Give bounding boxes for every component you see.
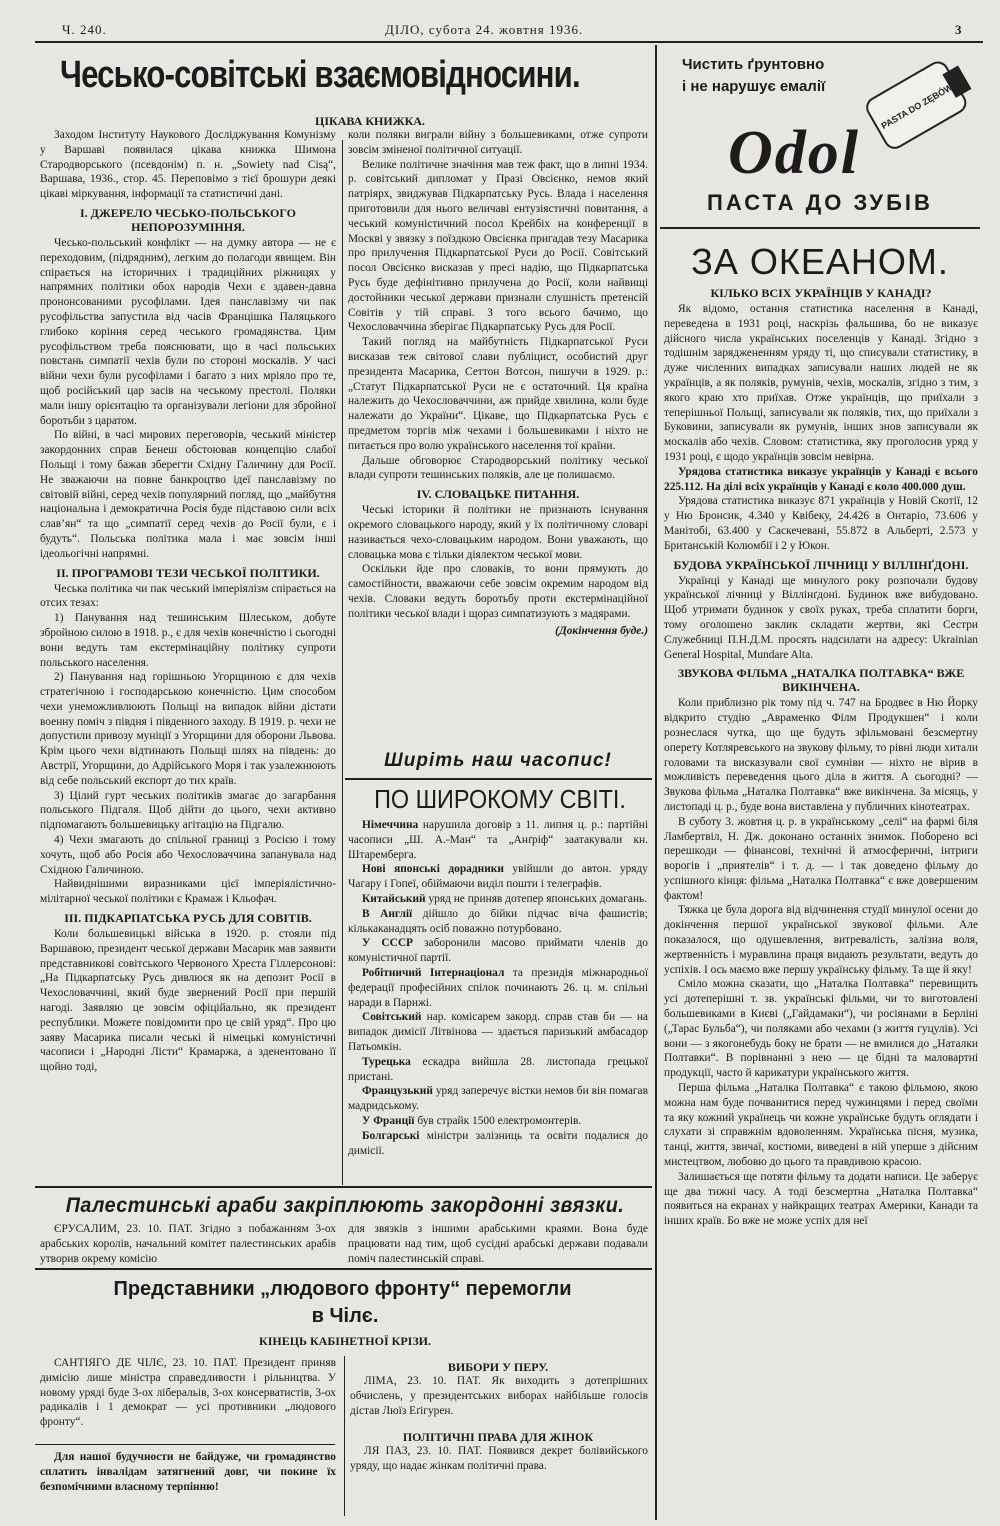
paragraph: В суботу 3. жовтня ц. р. в українському „селі“ на фармі біля Ламбертвіл, Н. Дж. доконано останніх знимок. Поборено всі перешкоди — фінансові, технічні й атмосферичні, інтриги ворогів і „приятелів“ і т. д. — і так доведено фільму до успішного кінця: фільма „Наталка Полтавка“ є вже довершеним фактом! <box>664 815 978 902</box>
rule-under-palestine <box>35 1268 652 1270</box>
women-title: ПОЛІТИЧНІ ПРАВА ДЛЯ ЖІНОК <box>402 1430 594 1444</box>
paragraph: Українці у Канаді ще минулого року розпочали будову української лічниці у Віллінґдоні. Будинок вже вибудовано. Щоб утримати будинок у своїх руках, треба сплатити борги, тому оголошено заклик складати жертви, які Сестри Служебниці П.Н.Д.М. просять надсилати на адресу: Ukrainian General Hospital, Mundare Alta. <box>664 574 978 661</box>
paragraph: Дальше обговорює Стародворський політику чеської влади супроти тешинських поляків, але це полишаємо. <box>348 454 648 482</box>
chile-title-line-2: в Чілє. <box>311 1305 379 1327</box>
ad-product-line: ПАСТА ДО ЗУБІВ <box>707 190 933 215</box>
women-text <box>350 1444 648 1490</box>
section-3-title: ІІІ. ПІДКАРПАТСЬКА РУСЬ ДЛЯ СОВІТІВ. <box>64 911 312 926</box>
world-news-item <box>348 862 648 892</box>
paragraph: 3) Цілий гурт чеських політиків змагає до загарбання польського Підгаля. Щоб дійти до цього, чехи активно підпомагають большевицьку агітацію на Підгалю. <box>40 789 336 832</box>
odol-ad <box>660 48 980 224</box>
header-rule <box>35 41 983 43</box>
world-news-item <box>348 1114 648 1129</box>
paragraph: Перша фільма „Наталка Полтавка“ є такою фільмою, якою можна нам буде почванитися перед чужинцями і перед своїми та яку кожний українець чи кожне українське будуть оглядати і слухати зі справжнім вдоволенням. Українська пісня, музика, танці, життя, звичаї, костюми, виведені в ній уперше з дійсним мистецтвом, любовю до цього та правдивою красою. <box>664 1082 978 1169</box>
paragraph: Коли приблизно рік тому під ч. 747 на Бродвеє в Ню Йорку відкрито студію „Авраменко Філм Продукшен“ і коли рознеслася чутка, що ще будуть зфільмовані безсмертну оперету Котляревського на звукову фільму, то рівні люди хитали головами та висказували свої сумніви — ніхто не вірив в можливість переведення цього діла в життя. А сьогодні? — Звукова фільма „Наталка Полтавка“ вже викінчена. За місяць, у листопаді ц. р., буде вона виставлена у публичних кінотеатрах. <box>664 697 978 813</box>
main-article-column-2 <box>348 128 648 743</box>
world-news-lead: Болгарські <box>362 1129 420 1142</box>
world-news-lead: В Англії <box>362 907 413 920</box>
world-news-text: нарушила договір з 11. липня ц. р.: партійні часописи „Ш. А.-Ман“ та „Анґріф“ заатакували кн. Штаремберга. <box>348 819 648 861</box>
world-news-item <box>348 966 648 1010</box>
ocean-column <box>664 286 978 1522</box>
world-news-lead: Турецька <box>362 1055 411 1068</box>
world-news-text: уряд заперечує вістки немов би він помагав мадридському. <box>348 1085 648 1113</box>
paragraph: Сміло можна сказати, що „Наталка Полтавка“ перевищить усі дотеперішні т. зв. українські фільми, чи то виготовлені большевиками в Києві („Гайдамаки“), чи росіянами в Берліні („Тарас Бульба“), чи поляками або чехами (з життя гуцулів). Усі вони — з якогонебудь боку не брати — не вмилися до „Наталки Полтавки“. В порівнанні з нею — це бідні та маловартні продукції, часто й карикатури українського життя. <box>664 978 978 1080</box>
header-page-number: 3 <box>955 22 962 37</box>
paragraph: для звязків з іншими арабськими краями. Вона буде працювати над тим, щоб сусідні арабські держави подавали поміч палестинській справі. <box>348 1223 648 1265</box>
paragraph: 1) Панування над тешинським Шлеськом, добуте збройною силою в 1918. р., є для чехів конечністю і сьогодні вони ведуть там екстермінаційну політику супроти польського населення. <box>40 612 336 669</box>
paragraph: Велике політичне значіння мав теж факт, що в липні 1934. р. совітський дипломат у Празі Овсієнко, немов який патріярх, звиджував Підкарпатську Русь. Влада і населення приготовили для нього величаві ентузіястичні повитання, а чеський комуністичний посол Крейбіх на конференції в Москві у звязку з поїздкою Овсієнка пригадав тезу Масарика про прилучення Підкарпатської Руси до Росії. Совітський посол Овсієнко висказав у пресі надію, що Підкарпатська Русь буде дефінітивно прилучена до Росії, коли найвищі достойники чеської держави признали слушність претенсій Совітів у тій справі. З того всього бачимо, що Чехословаччина зберігає Підкарпатську Русь для Росії. <box>348 158 648 334</box>
column-rule-1 <box>342 140 343 1185</box>
section-1-title: І. ДЖЕРЕЛО ЧЕСЬКО-ПОЛЬСЬКОГО НЕПОРОЗУМІННЯ. <box>79 205 297 234</box>
paragraph: Найвиднішими виразниками цієї імперіялістично-мілітарної чеської політики є Крамаж і Кльофач. <box>40 878 336 906</box>
palestine-title: Палестинські араби закріплюють закордонні звязки. <box>65 1194 625 1217</box>
rule-above-notice <box>35 1444 335 1445</box>
toothpaste-tube-icon <box>855 48 975 158</box>
notice-text <box>40 1450 336 1510</box>
paragraph: Чеські історики й політики не признають існування окремого словацького народу, який у їх політичному словарі називається чехо-словацьким народом. Вони уважають, що словацька мова є тільки діялектом чеської мови. <box>348 504 648 561</box>
world-news-text: увійшли до автон. уряду Чагару і Гопеї, обіймаючи виділ пошти і телеграфів. <box>348 863 648 891</box>
rule-under-ad <box>660 227 980 229</box>
chile-title-line-1: Представники „людового фронту“ перемогли <box>113 1278 572 1300</box>
tube-label: PASTA DO ZĘBÓW <box>879 81 955 132</box>
world-news-list <box>348 818 648 1186</box>
paragraph: ЄРУСАЛИМ, 23. 10. ПАТ. Згідно з побажанням 3-ох арабських королів, начальний комітет палестинських арабів утворив окрему комісію <box>40 1223 336 1265</box>
palestine-column-1 <box>40 1222 336 1268</box>
paragraph: Тяжка це була дорога від відчинення студії минулої осени до докінчення першої української звукової фільми. Але показалося, що одушевлення, витревалість, залізна воля, жертвенність і муравлина праця видають результати, ведуть до успіхів. І ось маємо вже першу українську фільму. Та ще й яку! <box>664 904 978 976</box>
world-news-item <box>348 907 648 937</box>
peru-text <box>350 1374 648 1420</box>
world-news-lead: Китайський <box>362 892 426 905</box>
world-news-text: був страйк 1500 електромонтерів. <box>414 1114 582 1127</box>
world-news-lead: У Франції <box>362 1114 415 1127</box>
continuation-note: (Докінчення буде.) <box>555 624 648 637</box>
paragraph: Для нашої будучности не байдуже, чи громадянство сплатить інвалідам затягнений довг, чи покине їх безпомічними власному терпінню! <box>40 1451 336 1493</box>
paragraph: Чеська політика чи пак чеський імперіялізм спірається на отсих тезах: <box>40 582 336 610</box>
paragraph: Чесько-польський конфлікт — на думку автора — не є переходовим, (підрядним), легким до полагоди явищем. Він спірається на історичних і традиційних ріжницях у напрямних політики обох народів Чехи є здавен-давна прононсованими русофілами. Ідея панславізму чи пак русофільства запустила від часів Францішка Паляцького глибоко коріння серед чеського громадянства. Цим русофільством треба пояснювати, що в часі польських повстань симпатії чехів були по стороні москалів. У часі війни чехи були русофілами і багато з них мріяло про те, щоб російський цар засів на чеському престолі. Поляки мали іншу орієнтацію та організували легіони для збройної боротьби з царатом. <box>40 236 336 427</box>
world-news-text: міністри залізниць та освіти подалися до димісії. <box>348 1129 648 1157</box>
world-news-lead: Французький <box>362 1085 433 1098</box>
paragraph: ЛІМА, 23. 10. ПАТ. Як виходить з дотепрішних обчислень, у президентських виборах найбільше голосів дістав Люїз Еґігурен. <box>350 1375 648 1417</box>
chile-text <box>40 1356 336 1442</box>
header-date-line: ДІЛО, субота 24. жовтня 1936. <box>385 22 584 37</box>
palestine-column-2 <box>348 1222 648 1268</box>
ad-line-2: і не нарушує емалії <box>682 78 826 95</box>
paragraph: САНТІЯГО ДЕ ЧІЛЄ, 23. 10. ПАТ. Президент приняв димісію лише міністра справедливости і рільництва. У новому уряді буде 3-ох ліберальів, 3-ох консерватистів, 3-ох радикалів і 1 демократ — усі противники „людового фронту“. <box>40 1357 336 1429</box>
paragraph: По війні, в часі мирових переговорів, чеський міністер закордонних справ Бенеш обстоював концепцію слабої Польщі і тому бажав зберегти Східну Галичину для Росії. Не зважаючи на повне банкроцтво ідеї панславізму по світовій війні, серед чехів популярний погляд, що „майбутня національна і демократична Росія буде підставою сили всіх слав’ян“ та що „симпатії серед чехів до Росії були, є і будуть“. Польська політика мала і має зовсім інші ідеольогічні напрямні. <box>40 429 336 560</box>
paragraph: Такий погляд на майбутність Підкарпатської Руси висказав теж світової слави публіцист, особистий друг президента Масарика, Сеттон Вотсон, пишучи в 1929. р.: „Статут Підкарпатської Руси не є остаточний. Ця країна належить до Чехословаччини, аж прийде хвилина, коли буде належати до України“. Цікаве, що Підкарпатська Русь є предметом торгів між чехами і большевиками і ніхто не питається про волю українського населення тої країни. <box>348 336 648 452</box>
promo-banner: Ширіть наш часопис! <box>384 750 612 771</box>
paragraph: коли поляки виграли війну з большевиками, отже супроти зовсім зміненої політичної ситуації. <box>348 129 648 156</box>
world-news-item <box>348 1010 648 1054</box>
column-rule-2 <box>655 45 657 1520</box>
header-page-part: Ч. 240. <box>62 22 107 37</box>
world-news-text: ескадра вийшла 28. листопада грецької пристані. <box>348 1055 648 1083</box>
bottom-column-rule <box>344 1356 345 1516</box>
ad-line-1: Чистить ґрунтовно <box>682 56 825 73</box>
chile-subtitle: КІНЕЦЬ КАБІНЕТНОЇ КРІЗИ. <box>259 1334 431 1348</box>
ocean-subtitle-2: БУДОВА УКРАЇНСЬКОЇ ЛІЧНИЦІ У ВІЛЛІНҐДОНІ. <box>673 557 969 572</box>
world-news-title: ПО ШИРОКОМУ СВІТІ. <box>374 784 626 814</box>
world-news-item <box>348 892 648 907</box>
paragraph: Урядова статистика виказує 871 українців у Новій Скотії, 12 у Ню Бронсик, 4.340 у Квібеку, 24.426 в Онтаріо, 73.606 у Манітобі, 63.400 у Саскечевані, 55.872 в Альберті, 2.573 у Британській Колюмбії і 2 у Юкон. <box>664 495 978 552</box>
paragraph: ЛЯ ПАЗ, 23. 10. ПАТ. Появився декрет болівийського уряду, що надає жінкам політичні права. <box>350 1445 648 1472</box>
world-news-item <box>348 936 648 966</box>
world-news-lead: Німеччина <box>362 819 419 831</box>
ocean-subtitle-3: ЗВУКОВА ФІЛЬМА „НАТАЛКА ПОЛТАВКА“ ВЖЕ ВИКІНЧЕНА. <box>677 666 965 695</box>
rule-under-main <box>35 1186 652 1188</box>
world-news-text: уряд не приняв дотепер японських домагань. <box>425 892 648 905</box>
odol-brand-logo: Odol <box>728 119 860 187</box>
world-news-text: заборонили масово приймати членів до комуністичної партії. <box>348 937 648 965</box>
paragraph: Залишається ще потяти фільму та додати написи. Це заберує ще два тижні часу. А тоді безсмертна „Наталка Полтавка“ появиться на екранах у найкращих театрах Америки, Канади та інших країв. Бо вже не може успіх для неї <box>664 1170 978 1228</box>
world-news-lead: У СССР <box>362 937 414 950</box>
rule-under-promo <box>345 778 652 780</box>
section-4-title: IV. СЛОВАЦЬКЕ ПИТАННЯ. <box>416 487 580 502</box>
ocean-title: ЗА ОКЕАНОМ. <box>691 241 949 282</box>
intro-paragraph: Заходом Інституту Наукового Досліджування Комунізму у Варшаві появилася цікава книжка Шимона Стародворського (псевдонім) п. н. „Sowiety nad Cisą“, Варшава, 1936., стор. 45. Переповімо з тієї брошури деякі цікаві міркування, інформації та статистичні дані. <box>40 129 336 201</box>
paragraph: Коли большевицькі війська в 1920. р. стояли під Варшавою, президент чеської держави Масарик мав заявити представникові совітського Червоного Хреста Гіллерсонові: „На Підкарпатську Русь дивлюся як на депозит Росії в Чехословаччині, який буде звернений Росії при першій нагоді. Заявляю це зовсім офіційально, як президент республики. Можете повідомити про це свій уряд“. Про цю заяву Масарика писали чеські й німецькі комуністичні часописи і „Народні Лісти“ Крамаржа, а зденентовано її щойно тоді, <box>40 928 336 1074</box>
world-news-lead: Нові японські дорадники <box>362 863 504 876</box>
world-news-text: нар. комісарем закорд. справ став би — на випадок димісії Літвінова — здається паризький амбасадор Патьомкін. <box>348 1011 648 1053</box>
ocean-subtitle-1: КІЛЬКО ВСІХ УКРАЇНЦІВ У КАНАДІ? <box>710 286 932 300</box>
world-news-lead: Робітничий Інтернаціонал <box>362 966 505 979</box>
world-news-item <box>348 818 648 862</box>
world-news-item <box>348 1055 648 1085</box>
world-news-text: дійшло до бійки підчас віча фашистів; кількаканадцять осіб поважно потурбовано. <box>348 907 648 935</box>
main-article-subtitle: ЦІКАВА КНИЖКА. <box>315 114 425 128</box>
main-article-title: Чесько-совітські взаємовідносини. <box>60 54 580 96</box>
peru-title: ВИБОРИ У ПЕРУ. <box>447 1360 549 1374</box>
world-news-text: та президія міжнародньої федерації професійних спілок починають 26. ц. м. спільні наради в Парижі. <box>348 966 648 1009</box>
paragraph: 2) Панування над горішньою Угорщиною є для чехів стратегічною і господарською конечністю. Цим способом чехи унеможливлюють Польщі на випадок війни дістати военну поміч з півдня і південного заходу. В 1919. р. чехи не допустили привозу муніції з Угорщини для оборони Львова. Крім цього чехи відтинають Польщі шлях на південь: до Австрії, Угорщини, до Адрійського Моря і так узалежнюють від себе польський експорт до тих країв. <box>40 671 336 787</box>
section-2-title: ІІ. ПРОГРАМОВІ ТЕЗИ ЧЕСЬКОЇ ПОЛІТИКИ. <box>56 565 320 580</box>
main-article-column-1 <box>40 128 336 1183</box>
paragraph: Оскільки йде про словаків, то вони прямують до самостійности, вважаючи себе зовсім окремим народом від чехів. Словаки ведуть боротьбу проти екстермінаційної політики чеської влади і щораз симпатизують з мадярами. <box>348 563 648 620</box>
paragraph: Як відомо, остання статистика населення в Канаді, переведена в 1931 році, наскрізь фальшива, бо не виказує дійсного числа українських поселенців у Канаді. Згідно з тодішнім заряджененням уряду ті, що списували статистику, в дуже численних випадках записували наших людей не як українців, а як поляків, румунів, чехів, москалів, згідно з тим, з якого краю хто приїхав. Отже українців, що приїхали з теперішньої Польщі, записували як поляків, тих, що приїхали з Буковини, записували як румунів, інших знов записували як москалів або чехів. Словом: статистика, яку проголосив уряд у 1931 році, є щодо українців зовсім невірна. <box>664 303 978 463</box>
world-news-item <box>348 1084 648 1114</box>
world-news-lead: Совітський <box>362 1011 422 1024</box>
paragraph: Урядова статистика виказує українців у Канаді є всього 225.112. На ділі всіх українців у Канаді є коло 400.000 душ. <box>664 465 978 493</box>
world-news-item <box>348 1129 648 1159</box>
paragraph: 4) Чехи змагають до спільної границі з Росією і тому хочуть, щоб або Росія або Чехословаччина запанувала над Східною Галичиною. <box>40 834 336 876</box>
